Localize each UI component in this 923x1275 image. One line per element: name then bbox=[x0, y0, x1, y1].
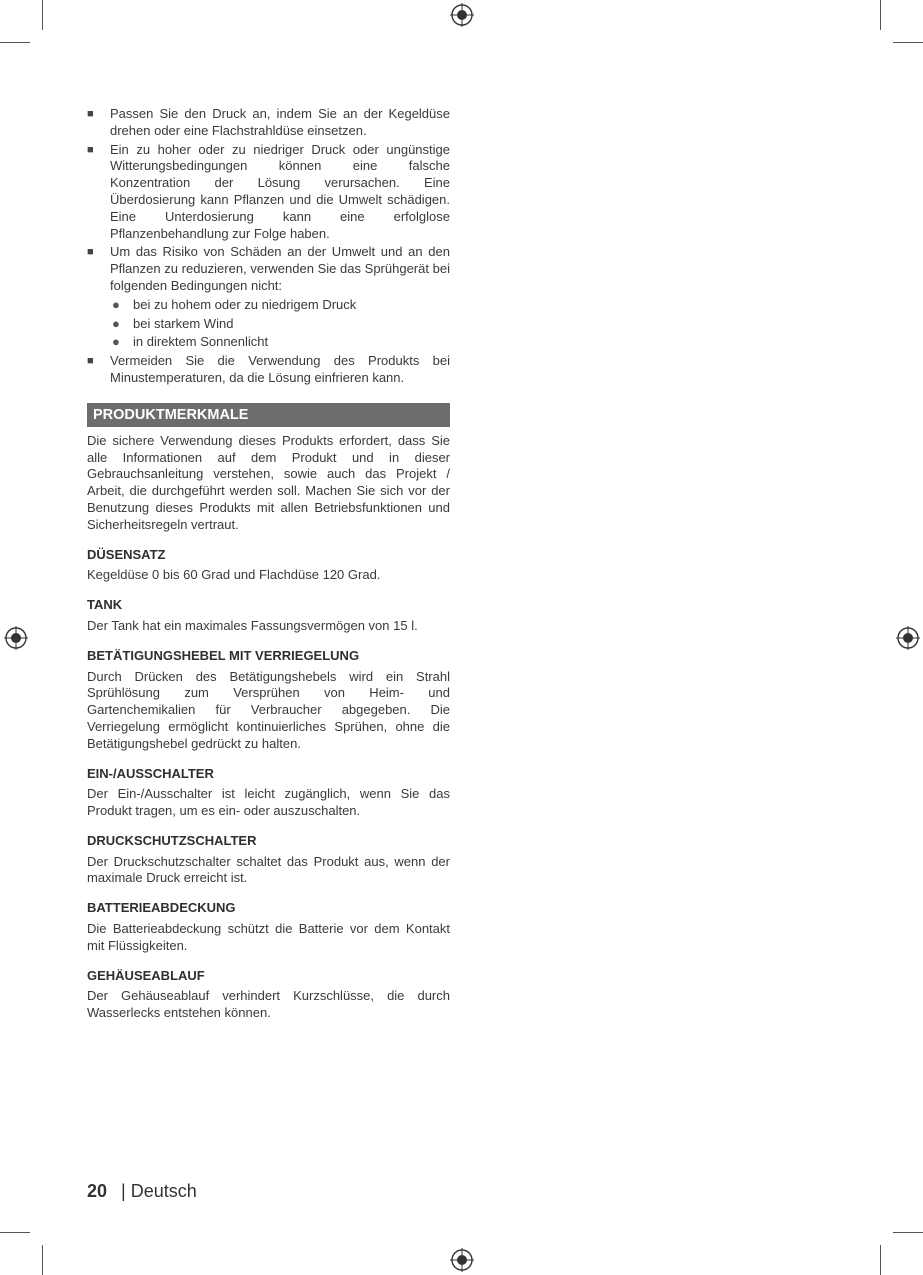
page-footer bbox=[87, 1181, 197, 1202]
feature-text: Der Gehäuseablauf verhindert Kurzschlüsse, die durch Wasserlecks entstehen können. bbox=[87, 988, 450, 1021]
square-bullet-icon: ■ bbox=[87, 108, 94, 120]
page-number: 20 bbox=[87, 1181, 108, 1201]
list-item: ■ Ein zu hoher oder zu niedriger Druck oder ungünstige Witterungsbedingungen können eine falsche Konzentration der Lösung verursachen. Eine Überdosierung kann Pflanzen und die Umwelt schädigen. Eine Unterdosierung kann eine erfolglose Pflanzenbehandlung zur Folge haben. bbox=[87, 141, 450, 241]
sublist-item: ● in direktem Sonnenlicht bbox=[112, 334, 269, 350]
feature-heading: GEHÄUSEABLAUF bbox=[87, 967, 205, 983]
registration-mark-icon bbox=[450, 1248, 474, 1272]
crop-mark bbox=[42, 0, 43, 30]
sublist-item: ● bei zu hohem oder zu niedrigem Druck bbox=[112, 296, 357, 312]
feature-text: Kegeldüse 0 bis 60 Grad und Flachdüse 120 Grad. bbox=[87, 567, 381, 583]
feature-heading: DRUCKSCHUTZSCHALTER bbox=[87, 832, 257, 848]
condition-sublist bbox=[110, 297, 450, 351]
dot-bullet-icon: ● bbox=[112, 315, 120, 331]
square-bullet-icon: ■ bbox=[87, 143, 94, 156]
feature-heading: TANK bbox=[87, 597, 123, 613]
sublist-item: ● bei starkem Wind bbox=[112, 315, 234, 331]
feature-text: Durch Drücken des Betätigungshebels wird ein Strahl Sprühlösung zum Versprühen von Heim- und Gartenchemikalien für Verbraucher abgegeben. Die Verriegelung ermöglicht kontinuierliches Sprühen, ohne die Betätigungshebel gedrückt zu halten. bbox=[87, 668, 450, 751]
crop-mark bbox=[880, 0, 881, 30]
registration-mark-icon bbox=[896, 626, 920, 650]
crop-mark bbox=[0, 1232, 30, 1233]
dot-bullet-icon: ● bbox=[112, 296, 120, 312]
feature-text: Der Druckschutzschalter schaltet das Produkt aus, wenn der maximale Druck erreicht ist. bbox=[87, 853, 450, 886]
registration-mark-icon bbox=[450, 3, 474, 27]
list-item: ■ Vermeiden Sie die Verwendung des Produkts bei Minustemperaturen, da die Lösung einfrieren kann. bbox=[87, 353, 450, 385]
feature-text: Der Tank hat ein maximales Fassungsvermögen von 15 l. bbox=[87, 617, 418, 633]
crop-mark bbox=[893, 42, 923, 43]
square-bullet-icon: ■ bbox=[87, 355, 94, 368]
list-item: ■ Um das Risiko von Schäden an der Umwelt und an den Pflanzen zu reduzieren, verwenden Sie das Sprühgerät bei folgenden Bedingungen nicht: ● bei zu hohem oder zu niedrigem Druck ● bei starkem Wind ● in direktem Sonnenlicht bbox=[87, 244, 450, 350]
section-intro: Die sichere Verwendung dieses Produkts erfordert, dass Sie alle Informationen auf dem Produkt und in dieser Gebrauchsanleitung verstehen, sowie auch das Projekt / Arbeit, die durchgeführt werden soll. Machen Sie sich vor der Benutzung dieses Produkts mit allen Betriebsfunktionen und Sicherheitsregeln vertraut. bbox=[87, 432, 450, 532]
page-content bbox=[87, 106, 450, 1022]
square-bullet-icon: ■ bbox=[87, 246, 94, 259]
crop-mark bbox=[880, 1245, 881, 1275]
registration-mark-icon bbox=[4, 626, 28, 650]
list-item: ■ Passen Sie den Druck an, indem Sie an der Kegeldüse drehen oder eine Flachstrahldüse einsetzen. bbox=[87, 106, 450, 138]
dot-bullet-icon: ● bbox=[112, 334, 120, 350]
feature-heading: BATTERIEABDECKUNG bbox=[87, 900, 236, 916]
feature-text: Die Batterieabdeckung schützt die Batterie vor dem Kontakt mit Flüssigkeiten. bbox=[87, 921, 450, 953]
feature-heading: DÜSENSATZ bbox=[87, 546, 166, 562]
crop-mark bbox=[0, 42, 30, 43]
crop-mark bbox=[893, 1232, 923, 1233]
feature-text: Der Ein-/Ausschalter ist leicht zugänglich, wenn Sie das Produkt tragen, um es ein- oder auszuschalten. bbox=[87, 786, 450, 819]
feature-heading: EIN-/AUSSCHALTER bbox=[87, 765, 214, 781]
section-title: PRODUKTMERKMALE bbox=[87, 403, 450, 427]
safety-bullet-list bbox=[87, 106, 450, 387]
language-label: | Deutsch bbox=[121, 1181, 197, 1201]
crop-mark bbox=[42, 1245, 43, 1275]
feature-heading: BETÄTIGUNGSHEBEL MIT VERRIEGELUNG bbox=[87, 647, 360, 663]
